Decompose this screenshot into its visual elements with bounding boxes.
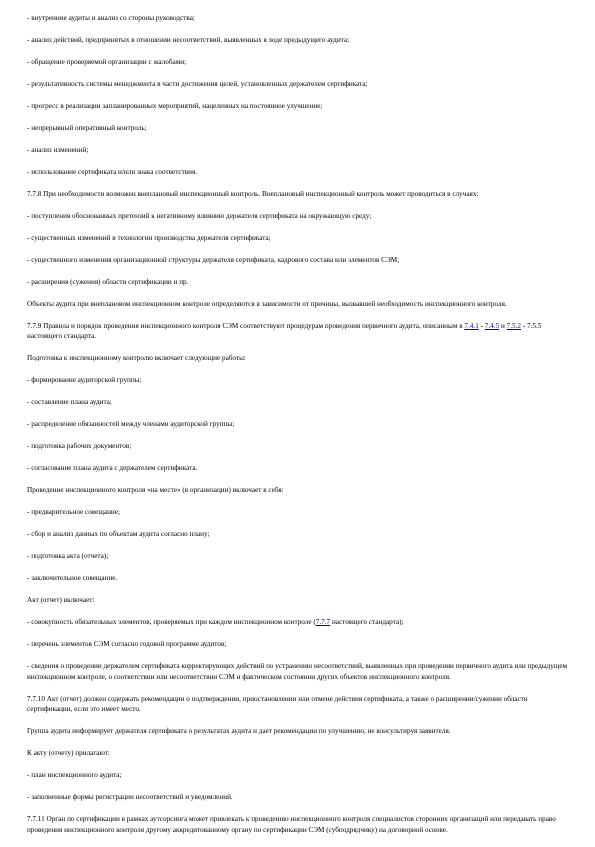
document-paragraph: - перечень элементов СЭМ согласно годовой программе аудитов; [27, 640, 227, 649]
document-paragraph: - расширения (сужения) области сертификации и пр. [27, 277, 189, 286]
document-paragraph: - результативность системы менеджмента в части достижения целей, установленных держателем сертификата; [27, 79, 368, 88]
document-paragraph: - формирование аудиторской группы; [27, 376, 142, 385]
document-paragraph: - существенных изменений в технологии производства держателя сертификата; [27, 233, 271, 242]
document-paragraph: - заключительное совещание. [27, 574, 118, 583]
paragraph-text: настоящего стандарта); [330, 618, 404, 627]
document-paragraph: - обращение проверяемой организации с жалобами; [27, 57, 187, 66]
document-paragraph: Объекты аудита при внеплановом инспекционном контроле определяются в зависимости от причины, вызвавшей необходимость инспекционного контроля. [27, 299, 507, 308]
paragraph-text: 7.7.9 Правила и порядок проведения инспекционного контроля СЭМ соответствуют процедурам проведения первичного аудита, описанным в [27, 321, 465, 330]
document-paragraph: Акт (отчет) включает: [27, 596, 95, 605]
document-paragraph: 7.7.8 При необходимости возможен внеплановый инспекционный контроль. Внеплановый инспекционный контроль может проводиться в случаях: [27, 189, 479, 198]
document-paragraph: - непрерывный оперативный контроль; [27, 123, 147, 132]
document-body [27, 13, 573, 847]
document-paragraph: Подготовка к инспекционному контролю включает следующие работы: [27, 354, 246, 363]
document-paragraph [27, 617, 573, 628]
document-paragraph: - подготовка акта (отчета); [27, 552, 109, 561]
document-paragraph: - заполненные формы регистрации несоответствий и уведомлений. [27, 793, 233, 802]
document-paragraph: - анализ действий, предпринятых в отношении несоответствий, выявленных в ходе предыдущего аудита; [27, 35, 350, 44]
document-paragraph: - предварительное совещание; [27, 508, 120, 517]
document-paragraph: - поступления обоснованных претензий к негативному влиянию держателя сертификата на окружающую среду; [27, 211, 372, 220]
document-paragraph: 7.7.10 Акт (отчет) должен содержать рекомендации о подтверждении, приостановлении или отмене действия сертификата, а также о расширении/сужении области сертификации, если это имеет место. [27, 694, 528, 714]
document-paragraph: К акту (отчету) прилагают: [27, 749, 110, 758]
section-link[interactable]: 7.4.1 [464, 321, 479, 330]
document-paragraph: - сбор и анализ данных по объектам аудита согласно плану; [27, 530, 210, 539]
document-paragraph: - сведения о проведении держателем сертификата корректирующих действий по устранению несоответствий, выявленных при проведении первичного аудита или предыдущем инспекционном контроле, о соответствии или несоответствии СЭМ и фактическом состоянии других объектов инспекционного контроля. [27, 662, 568, 681]
document-paragraph: Группа аудита информирует держателя сертификата о результатах аудита и дает рекомендации по улучшению, не консультируя заявителя. [27, 727, 451, 736]
document-paragraph: - подготовка рабочих документов; [27, 442, 132, 451]
paragraph-text: - [478, 321, 485, 330]
document-paragraph: 7.7.11 Орган по сертификации в рамках аутсорсинга может привлекать к проведению инспекционного контроля специалистов сторонних организаций или передавать право проведения инспекционного контроля другому аккредитованному органу по сертификации СЭМ (субподрядчику) на договорной основе. [27, 815, 556, 834]
document-paragraph [27, 321, 573, 342]
document-paragraph: - анализ изменений; [27, 145, 89, 154]
paragraph-text: - совокупность обязательных элементов, проверяемых при каждом инспекционном контроле ( [27, 618, 316, 627]
document-paragraph: - план инспекционного аудита; [27, 771, 122, 780]
document-paragraph: - составление плана аудита; [27, 398, 112, 407]
document-paragraph: - согласование плана аудита с держателем сертификата. [27, 464, 198, 473]
section-link[interactable]: 7.5.2 [506, 321, 521, 330]
section-link[interactable]: 7.4.5 [484, 321, 500, 330]
document-paragraph: - использование сертификата и/или знака соответствия. [27, 167, 198, 176]
document-paragraph: - внутренние аудиты и анализ со стороны руководства; [27, 14, 195, 22]
document-paragraph: - распределение обязанностей между членами аудиторской группы; [27, 420, 235, 429]
paragraph-text: и [499, 321, 507, 330]
paragraph-text: - 7.5.5 настоящего стандарта. [27, 321, 542, 341]
document-paragraph: Проведение инспекционного контроля «на месте» (в организации) включает в себя: [27, 486, 284, 495]
document-paragraph: - прогресс в реализации запланированных мероприятий, нацеленных на постоянное улучшение; [27, 101, 323, 110]
document-paragraph: - существенного изменения организационной структуры держателя сертификата, кадрового состава или элементов СЭМ; [27, 255, 400, 264]
section-link[interactable]: 7.7.7 [315, 618, 331, 627]
